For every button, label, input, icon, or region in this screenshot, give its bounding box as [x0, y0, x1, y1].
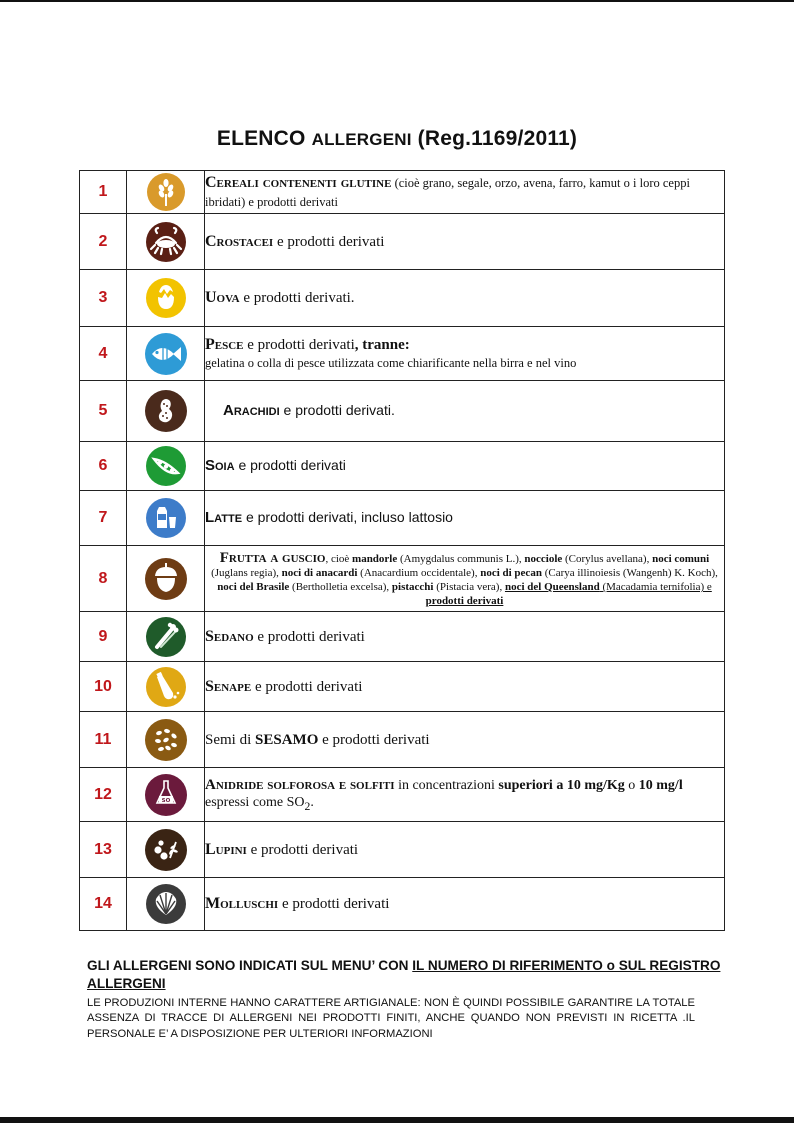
table-row — [80, 878, 725, 931]
footer-disclaimer: LE PRODUZIONI INTERNE HANNO CARATTERE ARTIGIANALE: NON È QUINDI POSSIBILE GARANTIRE LA TOTALE ASSENZA DI TRACCE DI ALLERGENI NEI PRODOTTI FINITI, ANCHE QUANDO NON PREVISTI IN RICETTA .IL PERSONALE E’ A DISPOSIZIONE PER ULTERIORI INFORMAZIONI — [87, 997, 695, 1040]
table-row — [80, 171, 725, 214]
table-row — [80, 612, 725, 662]
allergen-description: Pesce e prodotti derivati, tranne: gelatina o colla di pesce utilizzata come chiarificante nella birra e nel vino — [205, 327, 725, 381]
table-row — [80, 214, 725, 270]
shell-icon — [127, 878, 205, 931]
table-row — [80, 442, 725, 491]
page-title: ELENCO ALLERGENI (Reg.1169/2011) — [216, 127, 578, 150]
allergen-description: Sedano e prodotti derivati — [205, 612, 725, 662]
table-row — [80, 822, 725, 878]
row-number: 12 — [80, 768, 127, 822]
row-number: 4 — [80, 327, 127, 381]
lupin-icon — [127, 822, 205, 878]
table-row — [80, 768, 725, 822]
row-number: 3 — [80, 270, 127, 327]
row-number: 7 — [80, 491, 127, 546]
allergen-description: Senape e prodotti derivati — [205, 662, 725, 712]
allergen-description: Soia e prodotti derivati — [205, 442, 725, 491]
allergen-description: Lupini e prodotti derivati — [205, 822, 725, 878]
footer-heading: GLI ALLERGENI SONO INDICATI SUL MENU’ CON IL NUMERO DI RIFERIMENTO o SUL REGISTRO ALLERGENI — [87, 958, 721, 992]
allergen-description: Frutta a guscio, cioè mandorle (Amygdalus communis L.), nocciole (Corylus avellana), noci comuni (Juglans regia), noci di anacardi (Anacardium occidentale), noci di pecan (Carya illinoiesis (Wangenh) K. Koch), noci del Brasile (Bertholletia excelsa), pistacchi (Pistacia vera), noci del Queensland (Macadamia ternifolia) e prodotti derivati — [205, 546, 725, 612]
allergen-table — [79, 170, 725, 931]
allergen-description: Semi di SESAMO e prodotti derivati — [205, 712, 725, 768]
crab-icon — [127, 214, 205, 270]
row-number: 8 — [80, 546, 127, 612]
row-number: 9 — [80, 612, 127, 662]
allergen-description: Arachidi e prodotti derivati. — [205, 381, 725, 442]
table-row — [80, 270, 725, 327]
table-row — [80, 662, 725, 712]
table-row — [80, 546, 725, 612]
egg-icon — [127, 270, 205, 327]
table-row — [80, 491, 725, 546]
allergen-description: Crostacei e prodotti derivati — [205, 214, 725, 270]
sesame-icon — [127, 712, 205, 768]
row-number: 2 — [80, 214, 127, 270]
mustard-icon — [127, 662, 205, 712]
allergen-description: Uova e prodotti derivati. — [205, 270, 725, 327]
top-border — [0, 0, 794, 2]
table-row — [80, 381, 725, 442]
svg-text:SO: SO — [161, 797, 170, 804]
row-number: 6 — [80, 442, 127, 491]
row-number: 13 — [80, 822, 127, 878]
row-number: 5 — [80, 381, 127, 442]
bottom-border — [0, 1117, 794, 1123]
celery-icon — [127, 612, 205, 662]
row-number: 11 — [80, 712, 127, 768]
row-number: 10 — [80, 662, 127, 712]
allergen-description: Molluschi e prodotti derivati — [205, 878, 725, 931]
wheat-icon — [127, 171, 205, 214]
allergen-description: Anidride solforosa e solfiti in concentrazioni superiori a 10 mg/Kg o 10 mg/l espressi come $SO_2$. — [205, 768, 725, 822]
table-row — [80, 712, 725, 768]
sulphite-icon — [127, 768, 205, 822]
row-number: 1 — [80, 171, 127, 214]
fish-icon — [127, 327, 205, 381]
peanut-icon — [127, 381, 205, 442]
allergen-description: Cereali contenenti glutine (cioè grano, segale, orzo, avena, farro, kamut o i loro ceppi ibridati) e prodotti derivati — [205, 171, 725, 214]
nut-icon — [127, 546, 205, 612]
allergen-description: Latte e prodotti derivati, incluso lattosio — [205, 491, 725, 546]
row-number: 14 — [80, 878, 127, 931]
table-row — [80, 327, 725, 381]
soy-icon — [127, 442, 205, 491]
milk-icon — [127, 491, 205, 546]
